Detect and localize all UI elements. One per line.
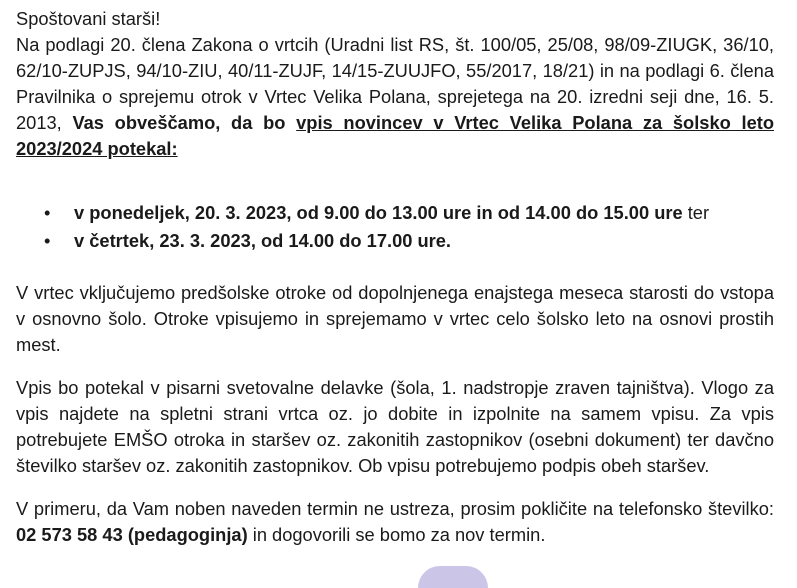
dates-list — [16, 200, 774, 254]
notice-document — [16, 6, 774, 548]
bullet-icon: • — [44, 230, 51, 251]
intro-bold-underlined: vpis novincev v Vrtec Velika Polana za šolsko leto 2023/2024 potekal: — [16, 112, 774, 159]
contact-tail: in dogovorili se bomo za nov termin. — [247, 524, 546, 545]
date-tail: ter — [682, 202, 710, 223]
list-item — [44, 228, 774, 254]
contact-paragraph — [16, 496, 774, 548]
list-item — [44, 200, 774, 226]
greeting: Spoštovani starši! — [16, 8, 161, 29]
intro-text: Na podlagi 20. člena Zakona o vrtcih (Uradni list RS, št. 100/05, 25/08, 98/09-ZIUGK, 36/10, 62/10-ZUPJS, 94/10-ZIU, 40/11-ZUJF, 14/15-ZUUJFO, 55/2017, 18/21) in na podlagi 6. člena Pravilnika o sprejemu otrok v Vrtec Velika Polana, sprejetega na 20. izredni seji dne, 16. 5. 2013, — [16, 34, 774, 133]
contact-lead: V primeru, da Vam noben naveden termin ne ustreza, prosim pokličite na telefonsko številko: — [16, 498, 774, 519]
bullet-icon: • — [44, 202, 51, 223]
location-paragraph: Vpis bo potekal v pisarni svetovalne delavke (šola, 1. nadstropje zraven tajništva). Vlogo za vpis najdete na spletni strani vrtca oz. jo dobite in izpolnite na samem vpisu. Za vpis potrebujete EMŠO otroka in staršev oz. zakonitih zastopnikov (osebni dokument) ter davčno številko staršev oz. zakonitih zastopnikov. Ob vpisu potrebujemo podpis obeh staršev. — [16, 377, 774, 476]
stamp-mark — [418, 566, 488, 588]
date-bold: v četrtek, 23. 3. 2023, od 14.00 do 17.00 ure. — [74, 230, 452, 251]
enrollment-paragraph: V vrtec vključujemo predšolske otroke od dopolnjenega enajstega meseca starosti do vstopa v osnovno šolo. Otroke vpisujemo in sprejemamo v vrtec celo šolsko leto na osnovi prostih mest. — [16, 282, 774, 355]
date-bold: v ponedeljek, 20. 3. 2023, od 9.00 do 13.00 ure in od 14.00 do 15.00 ure — [74, 202, 683, 223]
intro-paragraph — [16, 32, 774, 162]
phone-number: 02 573 58 43 (pedagoginja) — [16, 524, 248, 545]
intro-bold-lead: Vas obveščamo, da bo — [72, 112, 297, 133]
